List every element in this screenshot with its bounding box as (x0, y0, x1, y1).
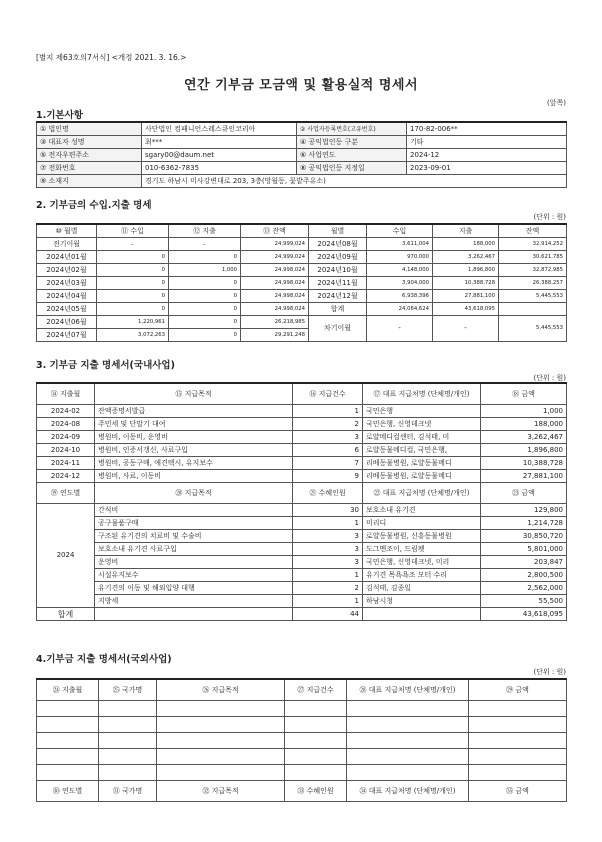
value-org: 사단법인 컴패니언스레스큐인코리아 (142, 122, 297, 136)
expense: 0 (169, 277, 241, 290)
recipient: 국민은행, 신영데크넷 (363, 418, 481, 431)
h-count: ㉗ 지급건수 (285, 679, 347, 701)
recipient: 도그멘조이, 드림펫 (363, 543, 481, 556)
h-out2: 지출 (433, 224, 499, 238)
income2: 3,611,004 (367, 238, 433, 251)
total-expense: 43,618,095 (433, 303, 499, 316)
section-4-heading: 4.기부금 지출 명세서(국외사업) (36, 654, 172, 665)
h-year: ㉚ 연도별 (37, 781, 99, 802)
month: 2024년06월 (37, 316, 97, 329)
basic-info-table (36, 121, 567, 188)
income2: 6,938,396 (367, 290, 433, 303)
balance: 29,291,248 (241, 329, 309, 342)
carry-balance: 5,445,553 (499, 316, 567, 342)
month: 2024년05월 (37, 303, 97, 316)
month: 2024년01월 (37, 251, 97, 264)
amount: 3,262,467 (481, 431, 567, 444)
month: 2024-08 (37, 418, 95, 431)
count: 2 (293, 418, 363, 431)
unit-label-3: (단위 : 원) (533, 374, 566, 382)
month2: 2024년12월 (309, 290, 367, 303)
balance2: 30,621,785 (499, 251, 567, 264)
balance2: 5,445,553 (499, 290, 567, 303)
balance: 24,998,024 (241, 264, 309, 277)
expense2: 1,896,800 (433, 264, 499, 277)
h-bal2: 잔액 (499, 224, 567, 238)
month: 2024년03월 (37, 277, 97, 290)
label-addr: ⑨ 소재지 (37, 175, 142, 188)
recipient: 보호소내 유기견 (363, 504, 481, 517)
recipient: 하남시청 (363, 595, 481, 608)
amount: 55,500 (481, 595, 567, 608)
count: 6 (293, 444, 363, 457)
balance: 24,998,024 (241, 290, 309, 303)
count: 9 (293, 470, 363, 483)
purpose: 시설유지보수 (95, 569, 293, 582)
table-row (37, 251, 567, 264)
h-purpose: ㉖ 지급목적 (157, 679, 285, 701)
h-amount: ㉙ 금액 (469, 679, 567, 701)
recipient: 국민은행 (363, 405, 481, 418)
form-number: [별지 제63호의7서식] <개정 2021. 3. 16.> (36, 53, 187, 62)
expense: 0 (169, 329, 241, 342)
label-desig: ⑧ 공익법인등 지정일 (297, 162, 407, 175)
section-2-heading: 2. 기부금의 수입.지출 명세 (36, 200, 152, 211)
balance2: 26,388,257 (499, 277, 567, 290)
h-in: ⑪ 수입 (97, 224, 169, 238)
recipient: 로얄동물메디컬, 국민은행, (363, 444, 481, 457)
h-purpose: ⑮ 지급목적 (95, 383, 293, 405)
income: 0 (97, 290, 169, 303)
amount: 10,388,728 (481, 457, 567, 470)
value-type: 기타 (407, 136, 567, 149)
purpose: 운영비 (95, 556, 293, 569)
h-recipient: ㉘ 대표 지급처명 (단체명/개인) (347, 679, 469, 701)
h-amount: ⑱ 금액 (481, 383, 567, 405)
table-row (37, 316, 567, 329)
table-row (37, 517, 567, 530)
table-row (37, 290, 567, 303)
value-desig: 2023-09-01 (407, 162, 567, 175)
purpose: 공구물품구매 (95, 517, 293, 530)
h-bal: ⑬ 잔액 (241, 224, 309, 238)
carry-expense: - (433, 316, 499, 342)
income2: 3,904,000 (367, 277, 433, 290)
label-bizno: ② 사업자등록번호(고유번호) (297, 122, 407, 136)
purpose: 병원비, 공동구매, 애견택시, 유지보수 (95, 457, 293, 470)
empty-row (37, 717, 567, 733)
count: 3 (293, 431, 363, 444)
income: 0 (97, 277, 169, 290)
expense: 1,000 (169, 264, 241, 277)
year: 2024 (37, 504, 95, 608)
table-row (37, 303, 567, 316)
table-row (37, 543, 567, 556)
income: - (97, 238, 169, 251)
balance: 24,998,024 (241, 303, 309, 316)
expense: 0 (169, 290, 241, 303)
h-recipient: ⑰ 대표 지급처명 (단체명/개인) (363, 383, 481, 405)
purpose: 간식비 (95, 504, 293, 517)
purpose: 병원비, 인증서갱신, 사료구입 (95, 444, 293, 457)
amount: 1,896,800 (481, 444, 567, 457)
recipient: 미리디 (363, 517, 481, 530)
beneficiaries: 3 (293, 556, 363, 569)
h-year: ⑲ 연도별 (37, 483, 95, 504)
total-count: 44 (293, 608, 363, 621)
balance: 26,218,985 (241, 316, 309, 329)
income2: 970,000 (367, 251, 433, 264)
value-addr: 경기도 하남시 미사강변대로 203, 3층(망월동, 꽃밭주유소) (142, 175, 567, 188)
domestic-table (36, 382, 567, 621)
h-purpose2: ㉜ 지급목적 (157, 781, 285, 802)
carry-label: 차기이월 (309, 316, 367, 342)
month2: 2024년09월 (309, 251, 367, 264)
balance2: 32,914,252 (499, 238, 567, 251)
value-rep: 최*** (142, 136, 297, 149)
purpose: 잔액증명서발급 (95, 405, 293, 418)
month: 2024-09 (37, 431, 95, 444)
month2: 2024년10월 (309, 264, 367, 277)
recipient: 김석태, 김종일 (363, 582, 481, 595)
h-month: ⑭ 지출월 (37, 383, 95, 405)
table-row (37, 556, 567, 569)
beneficiaries: 2 (293, 582, 363, 595)
amount: 2,800,500 (481, 569, 567, 582)
table-row (37, 504, 567, 517)
beneficiaries: 3 (293, 543, 363, 556)
amount: 2,562,000 (481, 582, 567, 595)
expense2: 10,388,728 (433, 277, 499, 290)
expense: - (169, 238, 241, 251)
purpose: 유기견의 이동 및 해외입양 대행 (95, 582, 293, 595)
table-row (37, 595, 567, 608)
h-country2: ㉛ 국가명 (99, 781, 157, 802)
expense2: 3,262,467 (433, 251, 499, 264)
total-balance (499, 303, 567, 316)
month: 2024-02 (37, 405, 95, 418)
h-month: ㉔ 지출월 (37, 679, 99, 701)
month2: 2024년08월 (309, 238, 367, 251)
month: 2024-11 (37, 457, 95, 470)
amount: 30,850,720 (481, 530, 567, 543)
empty-row (37, 733, 567, 749)
amount: 1,000 (481, 405, 567, 418)
h-in2: 수입 (367, 224, 433, 238)
month: 2024년07월 (37, 329, 97, 342)
income: 0 (97, 251, 169, 264)
table-row (37, 569, 567, 582)
recipient: 리베동물병원, 로얄동물메디 (363, 457, 481, 470)
balance: 24,998,024 (241, 277, 309, 290)
unit-label-4: (단위 : 원) (533, 668, 566, 676)
h-beneficiaries: ㉝ 수혜인원 (285, 781, 347, 802)
amount: 188,000 (481, 418, 567, 431)
label-org: ① 법인명 (37, 122, 142, 136)
recipient: 로얄메디컬센터, 김석태, 미 (363, 431, 481, 444)
amount: 5,801,000 (481, 543, 567, 556)
value-phone: 010-6362-7835 (142, 162, 297, 175)
label-email: ⑤ 전자우편주소 (37, 149, 142, 162)
table-row (37, 457, 567, 470)
expense: 0 (169, 303, 241, 316)
month: 2024-10 (37, 444, 95, 457)
month: 전기이월 (37, 238, 97, 251)
table-row (37, 431, 567, 444)
label-year: ⑥ 사업연도 (297, 149, 407, 162)
table-row (37, 405, 567, 418)
h-country: ㉕ 국가명 (99, 679, 157, 701)
h-purpose2: ⑳ 지급목적 (95, 483, 293, 504)
value-bizno: 170-82-006** (407, 122, 567, 136)
total-amount: 43,618,095 (481, 608, 567, 621)
amount: 1,214,728 (481, 517, 567, 530)
section-3-heading: 3. 기부금 지출 명세서(국내사업) (36, 360, 175, 371)
purpose: 지방세 (95, 595, 293, 608)
value-email: sgary00@daum.net (142, 149, 297, 162)
purpose: 주민세 및 단말기 대여 (95, 418, 293, 431)
label-phone: ⑦ 전화번호 (37, 162, 142, 175)
side-note: (앞쪽) (547, 99, 566, 107)
beneficiaries: 1 (293, 517, 363, 530)
h-recipient2: ㉒ 대표 지급처명 (단체명/개인) (363, 483, 481, 504)
foreign-table (36, 678, 567, 802)
purpose: 병원비, 사료, 이동비 (95, 470, 293, 483)
purpose: 구조된 유기견의 치료비 및 수술비 (95, 530, 293, 543)
recipient: 유기견 목욕욕조 모터 수리 (363, 569, 481, 582)
recipient: 리베동물병원, 로얄동물메디 (363, 470, 481, 483)
beneficiaries: 30 (293, 504, 363, 517)
h-out: ⑫ 지출 (169, 224, 241, 238)
expense: 0 (169, 251, 241, 264)
carry-income: - (367, 316, 433, 342)
empty-row (37, 701, 567, 717)
h-count: ⑯ 지급건수 (293, 383, 363, 405)
h-amount2: ㉓ 금액 (481, 483, 567, 504)
h-month: ⑩ 월별 (37, 224, 97, 238)
purpose: 병원비, 이동비, 운영비 (95, 431, 293, 444)
total-label: 합계 (309, 303, 367, 316)
h-amount2: ㉟ 금액 (469, 781, 567, 802)
month2: 2024년11월 (309, 277, 367, 290)
amount: 129,800 (481, 504, 567, 517)
table-row (37, 277, 567, 290)
table-row (37, 530, 567, 543)
balance: 24,999,024 (241, 238, 309, 251)
month: 2024년02월 (37, 264, 97, 277)
beneficiaries: 1 (293, 595, 363, 608)
income: 1,220,961 (97, 316, 169, 329)
beneficiaries: 3 (293, 530, 363, 543)
h-month2: 월별 (309, 224, 367, 238)
count: 7 (293, 457, 363, 470)
income: 0 (97, 264, 169, 277)
count: 1 (293, 405, 363, 418)
expense2: 27,881,100 (433, 290, 499, 303)
month: 2024-12 (37, 470, 95, 483)
empty-row (37, 765, 567, 781)
income2: 4,148,000 (367, 264, 433, 277)
income: 3,072,263 (97, 329, 169, 342)
empty-row (37, 749, 567, 765)
balance2: 32,872,985 (499, 264, 567, 277)
label-rep: ③ 대표자 성명 (37, 136, 142, 149)
total-row (37, 608, 567, 621)
beneficiaries: 1 (293, 569, 363, 582)
amount: 203,847 (481, 556, 567, 569)
table-row (37, 238, 567, 251)
h-recipient2: ㉞ 대표 지급처명 (단체명/개인) (347, 781, 469, 802)
label-type: ④ 공익법인등 구분 (297, 136, 407, 149)
section-1-heading: 1.기본사항 (36, 110, 83, 121)
table-row (37, 582, 567, 595)
value-year: 2024-12 (407, 149, 567, 162)
month: 2024년04월 (37, 290, 97, 303)
balance: 24,999,024 (241, 251, 309, 264)
h-beneficiaries: ㉑ 수혜인원 (293, 483, 363, 504)
table-row (37, 444, 567, 457)
purpose: 보호소내 유기견 사료구입 (95, 543, 293, 556)
table-row (37, 418, 567, 431)
table-row (37, 470, 567, 483)
page-title: 연간 기부금 모금액 및 활용실적 명세서 (183, 78, 419, 93)
recipient: 로얄동물병원, 신흥동물병원 (363, 530, 481, 543)
income: 0 (97, 303, 169, 316)
amount: 27,881,100 (481, 470, 567, 483)
total-label: 합계 (37, 608, 95, 621)
table-row (37, 264, 567, 277)
income-table (36, 223, 567, 342)
unit-label-2: (단위 : 원) (533, 213, 566, 221)
expense2: 188,000 (433, 238, 499, 251)
recipient: 국민은행, 신영데크넷, 미리 (363, 556, 481, 569)
total-income: 24,064,624 (367, 303, 433, 316)
expense: 0 (169, 316, 241, 329)
